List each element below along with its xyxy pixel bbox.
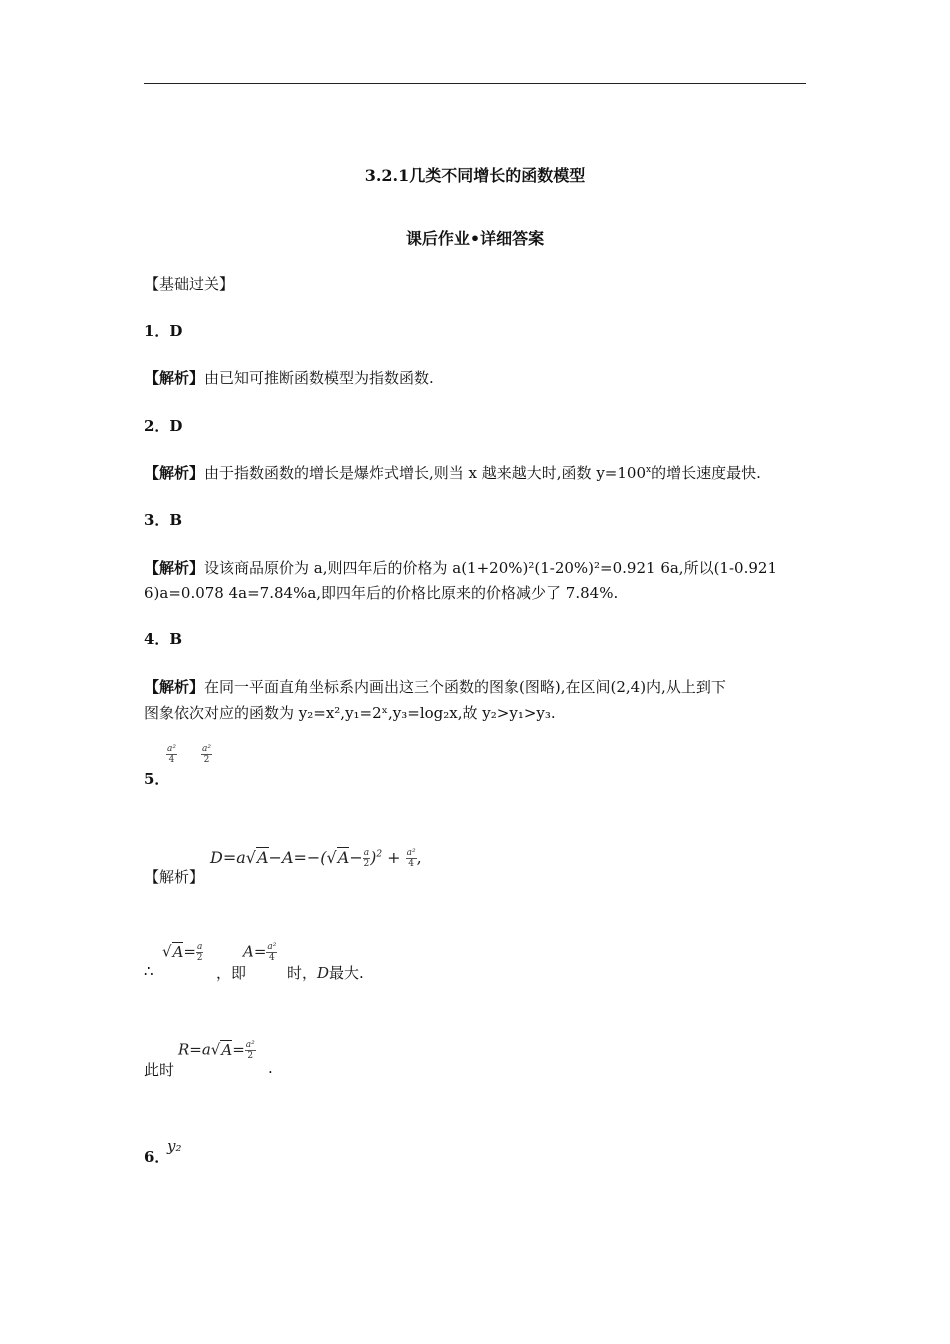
q1-tag: 【解析】 — [144, 369, 205, 387]
fraction-a2-over-2: $\frac{\text{a²}}{2}$ — [202, 744, 211, 765]
q4-tag: 【解析】 — [144, 678, 205, 696]
q3-explanation-line2: 6)a=0.078 4a=7.84%a,即四年后的价格比原来的价格减少了 7.84%. — [144, 584, 619, 602]
fraction-a2-over-4-b: $\frac{\text{a²}}{4}$ — [406, 848, 416, 869]
q6-answer: y₂ — [167, 1137, 182, 1155]
q2-tag: 【解析】 — [144, 464, 205, 482]
q5-zuida: 最大. — [329, 964, 364, 982]
fraction-a2-over-4-c: $\frac{\text{a²}}{4}$ — [267, 942, 277, 963]
q4-explanation-line2: 图象依次对应的函数为 y₂=x²,y₁=2ˣ,y₃=log₂x,故 y₂>y₁>y₃. — [144, 704, 556, 722]
q5-formula-r: R=a√A= $\frac{\text{a²}}{2}$ — [178, 1040, 255, 1061]
therefore-symbol: ∴ — [144, 962, 154, 980]
q5-d-symbol: D — [317, 964, 330, 982]
q2-explanation — [144, 462, 761, 483]
q3-text-1: 设该商品原价为 a,则四年后的价格为 a(1+20%)²(1-20%)²=0.921 6a,所以(1-0.921 — [204, 559, 777, 577]
fraction-a2-over-4: $\frac{\text{a²}}{4}$ — [167, 744, 176, 765]
q2-label: 2．D — [144, 417, 183, 435]
q5-answer-2 — [201, 744, 212, 765]
q4-explanation-line1 — [144, 676, 726, 697]
q2-text-b: 的增长速度最快. — [651, 464, 761, 482]
q5-condition: √A= $\frac{a}{2}$ — [162, 942, 203, 963]
q5-answer-1 — [166, 744, 177, 765]
fraction-a-over-2-b: $\frac{a}{2}$ — [196, 942, 203, 963]
q3-tag: 【解析】 — [144, 559, 205, 577]
q5-cishi: 此时 — [144, 1061, 175, 1079]
q3-explanation-line1 — [144, 557, 777, 578]
q2-text-a: 由于指数函数的增长是爆炸式增长,则当 x 越来越大时,函数 y=100 — [204, 464, 646, 482]
page-title: 3.2.1几类不同增长的函数模型 — [364, 166, 586, 185]
q3-label: 3．B — [144, 511, 183, 529]
section-heading: 【基础过关】 — [144, 275, 235, 293]
q5-shi: 时， — [287, 964, 318, 982]
q5-conclusion — [287, 962, 364, 983]
q5-formula-d: D=a√A−A=−(√A− $\frac{a}{2}$ )$^2$ + $\frac{\text{a²}}{4}$ , — [210, 848, 422, 869]
fraction-a-over-2: $\frac{a}{2}$ — [363, 848, 370, 869]
q5-tag: 【解析】 — [144, 868, 205, 886]
q5-label: 5． — [144, 770, 170, 788]
page-subtitle: 课后作业•详细答案 — [405, 229, 545, 248]
q5-ji: ，即 — [216, 964, 247, 982]
q5-period: . — [268, 1059, 273, 1077]
q2-sup: x — [646, 465, 652, 475]
q5-condition-a: A= $\frac{\text{a²}}{4}$ — [243, 942, 277, 963]
q4-text-1: 在同一平面直角坐标系内画出这三个函数的图象(图略),在区间(2,4)内,从上到下 — [204, 678, 726, 696]
q1-text: 由已知可推断函数模型为指数函数. — [204, 369, 434, 387]
q1-explanation — [144, 367, 434, 388]
q4-label: 4．B — [144, 630, 183, 648]
top-rule — [144, 83, 806, 84]
q5-comma: , — [416, 848, 422, 867]
fraction-a2-over-2-b: $\frac{\text{a²}}{2}$ — [245, 1040, 255, 1061]
q6-label: 6． — [144, 1148, 170, 1166]
q1-label: 1．D — [144, 322, 183, 340]
